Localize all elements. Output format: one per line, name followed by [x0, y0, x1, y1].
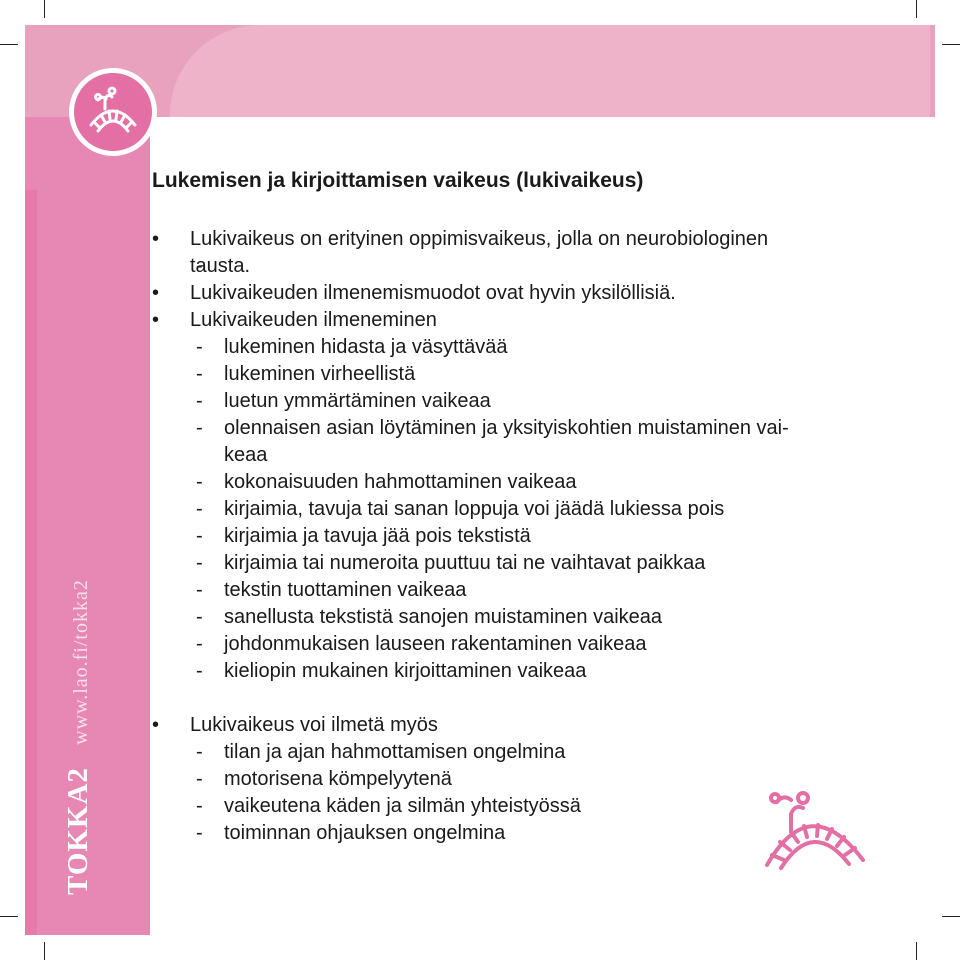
crop-mark [942, 44, 960, 45]
crop-mark [44, 942, 45, 960]
bullet-item: • Lukivaikeuden ilmeneminen [152, 307, 882, 334]
sidebar-caption [62, 579, 95, 895]
dash-item: - olennaisen asian löytäminen ja yksityiskohtien muistaminen vai- [152, 415, 882, 442]
dash-item: - lukeminen hidasta ja väsyttävää [152, 334, 882, 361]
dash-item: - kirjaimia tai numeroita puuttuu tai ne vaihtavat paikkaa [152, 550, 882, 577]
dash-item: - tilan ja ajan hahmottamisen ongelmina [152, 739, 882, 766]
crop-mark [0, 916, 18, 917]
header-band-highlight [170, 25, 930, 117]
bullet-item: • Lukivaikeuden ilmenemismuodot ovat hyvin yksilöllisiä. [152, 280, 882, 307]
dash-item: - kokonaisuuden hahmottaminen vaikeaa [152, 469, 882, 496]
logo-badge [69, 68, 157, 156]
stroller-logo-icon [74, 73, 152, 151]
brand-url: www.lao.fi/tokka2 [70, 579, 92, 745]
bullet-item: • Lukivaikeus on erityinen oppimisvaikeus, jolla on neurobiologinen [152, 226, 882, 253]
dash-item: - tekstin tuottaminen vaikeaa [152, 577, 882, 604]
dash-item: - vaikeutena käden ja silmän yhteistyössä [152, 793, 882, 820]
stroller-decoration-icon [755, 780, 875, 875]
crop-mark [916, 942, 917, 960]
dash-item: - kirjaimia, tavuja tai sanan loppuja voi jäädä lukiessa pois [152, 496, 882, 523]
sidebar-stripe [25, 190, 37, 935]
crop-mark [0, 44, 18, 45]
dash-continuation: keaa [224, 444, 268, 466]
bullet-item: • Lukivaikeus voi ilmetä myös [152, 712, 882, 739]
bullet-continuation-text: tausta. [190, 255, 251, 277]
dash-item: - luetun ymmärtäminen vaikeaa [152, 388, 882, 415]
brand-name: TOKKA2 [62, 767, 94, 895]
spacer [152, 685, 882, 712]
dash-item: - johdonmukaisen lauseen rakentaminen vaikeaa [152, 631, 882, 658]
page-title: Lukemisen ja kirjoittamisen vaikeus (lukivaikeus) [152, 169, 644, 192]
bullet-continuation [152, 253, 882, 280]
header-band [25, 25, 935, 117]
crop-mark [916, 0, 917, 18]
dash-item: - toiminnan ohjauksen ongelmina [152, 820, 882, 847]
crop-mark [942, 916, 960, 917]
main-content [152, 168, 882, 847]
dash-item: - lukeminen virheellistä [152, 361, 882, 388]
dash-item: - sanellusta tekstistä sanojen muistaminen vaikeaa [152, 604, 882, 631]
crop-mark [44, 0, 45, 18]
dash-item: - motorisena kömpelyytenä [152, 766, 882, 793]
dash-item: - kirjaimia ja tavuja jää pois tekstistä [152, 523, 882, 550]
dash-item: - kieliopin mukainen kirjoittaminen vaikeaa [152, 658, 882, 685]
